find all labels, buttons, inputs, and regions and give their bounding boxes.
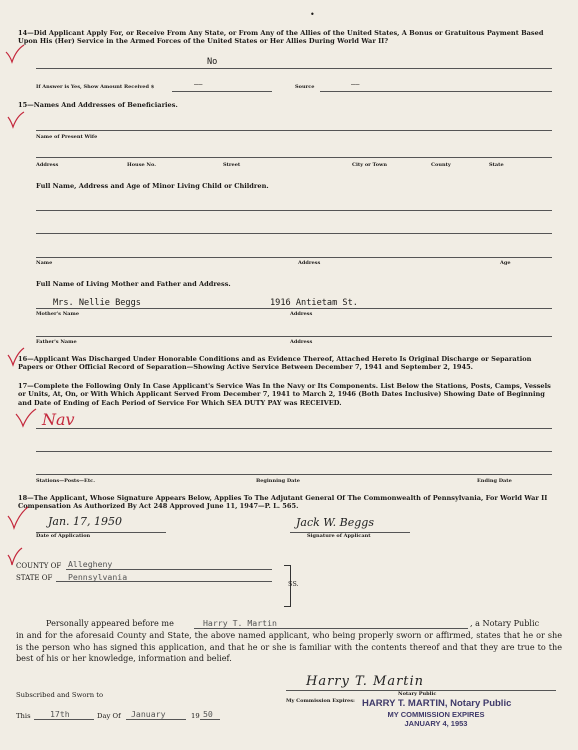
answer-14: No xyxy=(207,57,218,67)
affidavit-pre: Personally appeared before me xyxy=(46,618,174,628)
jurat-day: 17th xyxy=(50,709,70,719)
mother-name: Mrs. Nellie Beggs xyxy=(53,298,141,308)
minor-col-name: Name xyxy=(36,260,53,266)
q17-col-stations: Stations—Posts—Etc. xyxy=(36,478,95,484)
county-value: Allegheny xyxy=(68,559,113,569)
question-14: 14—Did Applicant Apply For, or Receive From Any State, or From Any of the Allies of the United States, A Bonus or Gratuitous Payment Based Upon His (Her) Service in the Armed Forces of the United States or Her Allies During World War II? xyxy=(18,29,544,46)
father-name-label: Father's Name xyxy=(36,339,77,345)
applicant-signature-label: Signature of Applicant xyxy=(307,533,371,539)
header-dot: • xyxy=(310,10,315,19)
check-mark-14 xyxy=(4,44,26,64)
check-mark-18 xyxy=(6,506,30,530)
commission-label: My Commission Expires: xyxy=(286,698,355,704)
minor-heading: Full Name, Address and Age of Minor Living Child or Children. xyxy=(36,182,269,190)
addr-col-state: State xyxy=(489,162,504,168)
application-date: Jan. 17, 1950 xyxy=(48,515,123,528)
applicant-signature: Jack W. Beggs xyxy=(296,516,374,529)
minor-col-address: Address xyxy=(298,260,321,266)
addr-col-house: House No. xyxy=(127,162,156,168)
county-label: COUNTY OF xyxy=(16,562,62,570)
affidavit-body: in and for the aforesaid County and State, the above named applicant, who being properly sworn or affirmed, states that he or she is the person who has signed this application, and that he or she is familiar with the contents thereof and that they are true to the best of his or her knowledge, information and belief. xyxy=(16,630,562,663)
mother-address-label: Address xyxy=(290,311,313,317)
notary-stamp xyxy=(362,698,510,728)
notary-signature: Harry T. Martin xyxy=(306,674,425,689)
notary-label: Notary Public xyxy=(398,691,437,697)
check-mark-17 xyxy=(14,408,38,428)
jurat-year: 50 xyxy=(203,709,213,719)
subscribed-label: Subscribed and Sworn to xyxy=(16,691,104,699)
addr-col-address: Address xyxy=(36,162,59,168)
q17-handwritten: Nav xyxy=(42,410,75,429)
addr-col-street: Street xyxy=(223,162,241,168)
state-value: Pennsylvania xyxy=(68,572,128,582)
question-18: 18—The Applicant, Whose Signature Appears Below, Applies To The Adjutant General Of The Commonwealth of Pennsylvania, For World War II Compensation As Authorized By Act 248 Approved June 11, 1947—P. L. 565. xyxy=(18,494,548,511)
check-mark-15 xyxy=(6,111,26,129)
mother-address: 1916 Antietam St. xyxy=(270,298,358,308)
q17-col-ending: Ending Date xyxy=(477,478,512,484)
mother-name-label: Mother's Name xyxy=(36,311,79,317)
affidavit-post: , a Notary Public xyxy=(470,618,540,628)
question-17: 17—Complete the Following Only In Case Applicant's Service Was In the Navy or Its Components. List Below the Stations, Posts, Camps, Vessels or Units, At, On, or With Which Applicant Served From December 7, 1941 to March 2, 1946 (Both Dates Inclusive) Showing Date of Beginning and Date of Ending of Each Period of Service For Which SEA DUTY PAY was RECEIVED. xyxy=(18,382,551,407)
day-of-label: Day Of xyxy=(97,712,121,720)
this-label: This xyxy=(16,712,31,720)
ss-label: SS. xyxy=(288,580,299,588)
addr-col-county: County xyxy=(431,162,451,168)
amount-label: If Answer is Yes, Show Amount Received $ xyxy=(36,84,155,90)
stamp-line-1: HARRY T. MARTIN, Notary Public xyxy=(362,698,512,709)
minor-col-age: Age xyxy=(500,260,511,266)
q17-col-beginning: Beginning Date xyxy=(256,478,300,484)
year-prefix: 19 xyxy=(191,712,200,720)
source-label: Source xyxy=(295,84,315,90)
father-address-label: Address xyxy=(290,339,313,345)
jurat-month: January xyxy=(131,709,166,719)
question-15: 15—Names And Addresses of Beneficiaries. xyxy=(18,101,178,109)
application-date-label: Date of Application xyxy=(36,533,91,539)
amount-value: —— xyxy=(194,80,203,88)
source-value: —— xyxy=(351,80,360,88)
stamp-line-3: JANUARY 4, 1953 xyxy=(404,719,468,728)
question-16: 16—Applicant Was Discharged Under Honorable Conditions and as Evidence Thereof, Attached Hereto Is Original Discharge or Separation Papers or Other Official Record of Separation—Showing Active Service Between December 7, 1941 and September 2, 1945. xyxy=(18,355,532,372)
notary-typed-name: Harry T. Martin xyxy=(203,618,277,628)
state-label: STATE OF xyxy=(16,574,53,582)
addr-col-city: City or Town xyxy=(352,162,387,168)
wife-label: Name of Present Wife xyxy=(36,134,98,140)
stamp-line-2: MY COMMISSION EXPIRES xyxy=(387,710,485,719)
parents-heading: Full Name of Living Mother and Father and Address. xyxy=(36,280,231,288)
